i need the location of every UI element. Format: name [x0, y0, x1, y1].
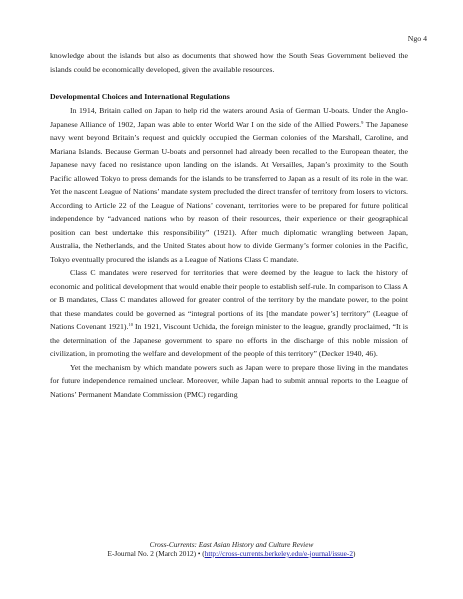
- paragraph-2-part-a: Class C mandates were reserved for territories that were deemed by the league to lack the history of economic and political development that would enable their people to establish self-rule. In comparison to Class A or B mandates, Class C mandates allowed for greater control of the territory by the mandate power, to the point that these mandates could be governed as “integral portions of its [the mandate power’s] territory” (League of Nations Covenant 1921).: [50, 268, 408, 331]
- paragraph-2-part-b: In 1921, Viscount Uchida, the foreign minister to the league, grandly proclaimed, “It is the determination of the Japanese government to spare no efforts in the discharge of this noble mission of civilization, in promoting the welfare and development of the people of this territory” (Decker 1940, 46).: [50, 322, 408, 358]
- issue-prefix: E-Journal No. 2 (March 2012) • (: [107, 549, 205, 558]
- footnote-ref-10: 10: [128, 322, 133, 327]
- issue-link[interactable]: http://cross-currents.berkeley.edu/e-journal/issue-2: [204, 549, 353, 558]
- paragraph-3: Yet the mechanism by which mandate powers such as Japan were to prepare those living in the mandates for future independence remained unclear. Moreover, while Japan had to submit annual reports to the League of Nations’ Permanent Mandate Commission (PMC) regarding: [50, 362, 408, 399]
- paragraph-2: [50, 266, 408, 361]
- issue-line: [0, 549, 463, 558]
- section-heading: Developmental Choices and International Regulations: [50, 91, 230, 101]
- journal-title: Cross-Currents: East Asian History and Culture Review: [149, 540, 314, 549]
- document-body: [50, 49, 408, 401]
- intro-paragraph: knowledge about the islands but also as documents that showed how the South Seas Government believed the islands could be economically developed, given the available resources.: [50, 51, 408, 74]
- footnote-ref-9: 9: [361, 119, 364, 125]
- issue-suffix: ): [353, 549, 356, 558]
- paragraph-1-part-b: The Japanese navy went beyond Britain’s request and quickly occupied the German colonies of the Marshall, Caroline, and Mariana Islands. Because German U-boats and personnel had already been recalled to the European theater, the Japanese navy faced no resistance upon landing on the islands. At Versailles, Japan’s proximity to the South Pacific allowed Tokyo to press demands for the islands to be transferred to Japan as a result of its role in the war. Yet the nascent League of Nations’ mandate system precluded the direct transfer of territory from losers to victors. According to Article 22 of the League of Nations’ covenant, territories were to be prepared for future political independence by “advanced nations who by reason of their resources, their experience or their geographical position can best undertake this responsibility” (1921). After much diplomatic wrangling between Japan, Australia, the Netherlands, and the United States about how to divide Germany’s former colonies in the Pacific, Tokyo eventually procured the islands as a League of Nations Class C mandate.: [50, 119, 409, 264]
- page-footer: [0, 540, 463, 558]
- page-number: Ngo 4: [407, 34, 427, 43]
- paragraph-1-part-a: In 1914, Britain called on Japan to help rid the waters around Asia of German U-boats. Under the Anglo-Japanese Alliance of 1902, Japan was able to enter World War I on the side of the Allied Powers.: [50, 106, 408, 129]
- paragraph-1: [50, 104, 408, 266]
- page-header: [408, 34, 427, 44]
